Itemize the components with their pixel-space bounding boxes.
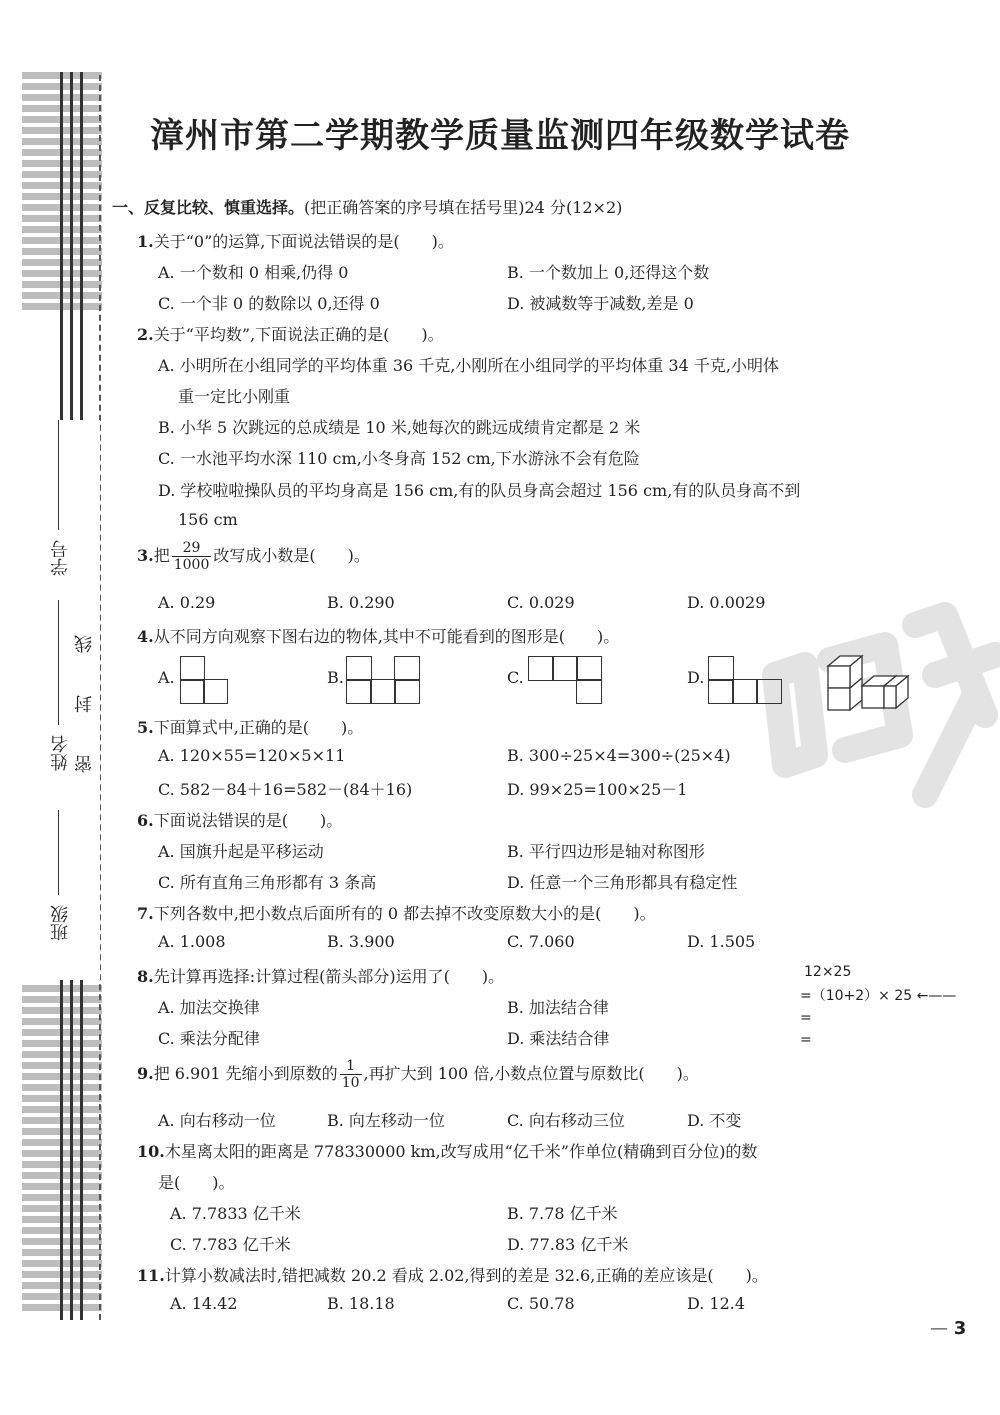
fraction [172,540,212,573]
option-d: D. 0.0029 [687,593,766,612]
question-2 [137,322,444,345]
option-b: B. 一个数加上 0,还得这个数 [507,263,710,282]
name-label: 姓名 [50,735,71,771]
option-d: D. 99×25=100×25－1 [507,780,688,799]
option-b: B. 3.900 [327,932,395,951]
option-d: D. [687,668,705,687]
question-11 [137,1263,768,1286]
calc-line-1: 12×25 [804,964,852,980]
question-text-before: 把 [153,546,170,565]
option-c: C. 50.78 [507,1294,575,1313]
option-a: A. 国旗升起是平移运动 [158,842,324,861]
question-6 [137,808,342,831]
figure-option-a [180,656,230,704]
question-text: 关于“0”的运算,下面说法错误的是( )。 [153,232,454,251]
option-a: A. 14.42 [170,1294,238,1313]
option-a: A. 1.008 [158,932,226,951]
question-4 [137,624,619,647]
name-underline [58,600,59,725]
question-number: 3. [137,546,154,565]
binding-strip [0,0,110,1415]
option-c: C. 7.060 [507,932,575,951]
question-text: 从不同方向观察下图右边的物体,其中不可能看到的图形是( )。 [153,627,620,646]
question-3 [137,540,370,573]
page-number [930,1318,966,1339]
question-10-cont: 是( )。 [158,1173,235,1192]
question-number: 1. [137,232,154,251]
option-c: C. 向右移动三位 [507,1111,625,1130]
option-a: A. 小明所在小组同学的平均体重 36 千克,小刚所在小组同学的平均体重 34 千克,小明体 [158,356,779,375]
fraction-denominator: 1000 [173,557,210,573]
question-number: 7. [137,904,154,923]
section-1-title: 一、反复比较、慎重选择。 [112,198,305,217]
option-a: A. 向右移动一位 [158,1111,276,1130]
option-c: C. 0.029 [507,593,575,612]
option-c: C. 乘法分配律 [158,1029,260,1048]
calc-line-2: =（10+2）× 25 ←—— [800,988,957,1004]
option-c: C. 582－84＋16=582－(84＋16) [158,780,413,799]
question-text: 下列各数中,把小数点后面所有的 0 都去掉不改变原数大小的是( )。 [153,904,656,923]
question-number: 4. [137,627,154,646]
question-text: 先计算再选择:计算过程(箭头部分)运用了( )。 [153,967,505,986]
cube-stack-figure [826,652,910,714]
student-id-label: 学号 [50,540,71,576]
option-b: B. 300÷25×4=300÷(25×4) [507,746,731,765]
page-title: 漳州市第二学期教学质量监测四年级数学试卷 [150,116,850,156]
option-d-cont: 156 cm [178,510,238,529]
option-a: A. 加法交换律 [158,998,260,1017]
question-1 [137,229,454,252]
figure-option-b [346,656,422,704]
watermark-logo [735,565,1000,875]
question-5 [137,715,363,738]
section-1-instruction: (把正确答案的序号填在括号里)24 分(12×2) [304,198,623,217]
option-b: B. 向左移动一位 [327,1111,445,1130]
option-a: A. 一个数和 0 相乘,仍得 0 [158,263,349,282]
option-c: C. [507,668,524,687]
question-number: 10. [137,1142,165,1161]
arrow-left-icon: ←—— [912,988,957,1004]
question-text: 下面说法错误的是( )。 [153,811,343,830]
option-b: B. 7.78 亿千米 [507,1204,618,1223]
question-text-after: ,再扩大到 100 倍,小数点位置与原数比( )。 [363,1064,699,1083]
option-b: B. 0.290 [327,593,395,612]
option-d: D. 不变 [687,1111,742,1130]
option-a-cont: 重一定比小刚重 [178,387,291,406]
option-d: D. 1.505 [687,932,756,951]
option-a: A. 120×55=120×5×11 [158,746,346,765]
question-9 [137,1058,699,1091]
class-label: 班级 [50,905,71,941]
question-text: 下面算式中,正确的是( )。 [153,718,364,737]
student-id-underline [58,420,59,530]
question-text: 木星离太阳的距离是 778330000 km,改写成用“亿千米”作单位(精确到百分位)的数 [164,1142,758,1161]
question-number: 11. [137,1266,165,1285]
option-c: C. 一水池平均水深 110 cm,小冬身高 152 cm,下水游泳不会有危险 [158,449,640,468]
page-number-dash: — [930,1318,954,1339]
question-text-before: 把 6.901 先缩小到原数的 [153,1064,338,1083]
option-d: D. 被减数等于减数,差是 0 [507,294,694,313]
option-d: D. 12.4 [687,1294,746,1313]
seal-char-xian: 线 [74,635,95,653]
question-text-after: 改写成小数是( )。 [213,546,370,565]
question-number: 2. [137,325,154,344]
option-b: B. 小华 5 次跳远的总成绩是 10 米,她每次的跳远成绩肯定都是 2 米 [158,418,641,437]
option-a: A. 7.7833 亿千米 [170,1204,301,1223]
option-b: B. [327,668,344,687]
question-number: 8. [137,967,154,986]
option-a: A. 0.29 [158,593,216,612]
option-d: D. 学校啦啦操队员的平均身高是 156 cm,有的队员身高会超过 156 cm,有的队员身高不到 [158,481,801,500]
section-1-heading [112,195,622,218]
option-d: D. 乘法结合律 [507,1029,610,1048]
option-c: C. 所有直角三角形都有 3 条高 [158,873,377,892]
fraction-numerator: 29 [172,540,212,557]
figure-option-d [708,656,784,704]
question-10 [137,1139,757,1162]
page-number-value: 3 [953,1318,967,1339]
seal-char-mi: 密 [74,755,95,773]
class-underline [58,810,59,895]
figure-option-c [528,656,604,704]
option-a: A. [158,668,175,687]
option-b: B. 平行四边形是轴对称图形 [507,842,705,861]
option-c: C. 7.783 亿千米 [170,1235,291,1254]
question-number: 9. [137,1064,154,1083]
question-text: 关于“平均数”,下面说法正确的是( )。 [153,325,444,344]
fraction-numerator: 1 [340,1058,362,1075]
question-8 [137,964,504,987]
option-b: B. 加法结合律 [507,998,609,1017]
option-b: B. 18.18 [327,1294,395,1313]
question-number: 5. [137,718,154,737]
option-d: D. 任意一个三角形都具有稳定性 [507,873,738,892]
question-text: 计算小数减法时,错把减数 20.2 看成 2.02,得到的差是 32.6,正确的差应该是( )。 [164,1266,768,1285]
question-7 [137,901,656,924]
option-d: D. 77.83 亿千米 [507,1235,629,1254]
calculation-steps [800,960,956,1052]
option-c: C. 一个非 0 的数除以 0,还得 0 [158,294,380,313]
fraction [340,1058,362,1091]
seal-char-feng: 封 [74,695,95,713]
question-number: 6. [137,811,154,830]
calc-line-3: = [800,1010,812,1026]
calc-line-4: = [800,1032,812,1048]
fraction-denominator: 10 [341,1075,360,1091]
